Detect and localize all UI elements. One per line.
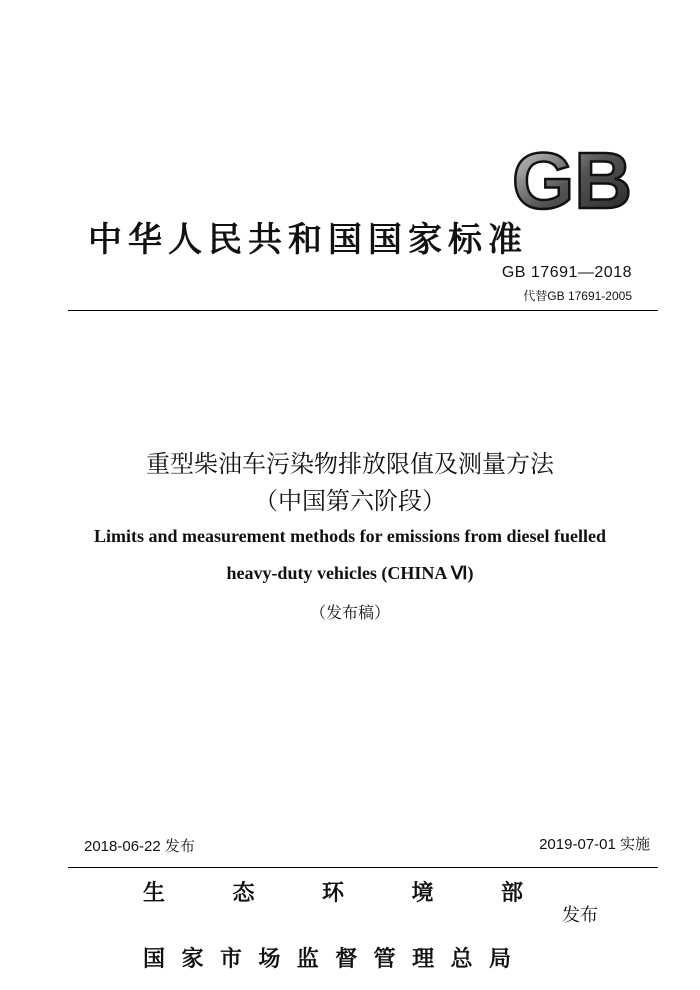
- header-divider: [68, 310, 658, 311]
- title-chinese: 重型柴油车污染物排放限值及测量方法: [146, 450, 554, 478]
- standard-number: GB 17691—2018: [501, 264, 632, 281]
- gb-logo-icon: [505, 140, 640, 215]
- issue-date: 2018-06-22 发布: [84, 838, 195, 855]
- gb-logo-text: GB: [512, 140, 632, 215]
- issuer-ministry: 生态环境部: [143, 880, 523, 906]
- draft-label: （发布稿）: [309, 603, 390, 622]
- title-english-line-1: Limits and measurement methods for emissions from diesel fuelled: [94, 526, 606, 546]
- footer-divider: [68, 867, 658, 868]
- issuer-administration: 国家市场监督管理总局: [143, 946, 511, 972]
- replaces-standard: 代替GB 17691-2005: [523, 289, 632, 303]
- subtitle-chinese: （中国第六阶段）: [254, 487, 446, 515]
- standard-name: 中华人民共和国国家标准: [88, 220, 528, 260]
- issued-label: 发布: [562, 905, 598, 926]
- title-english-line-2: heavy-duty vehicles (CHINA Ⅵ): [226, 563, 474, 583]
- implementation-date: 2019-07-01 实施: [539, 836, 650, 853]
